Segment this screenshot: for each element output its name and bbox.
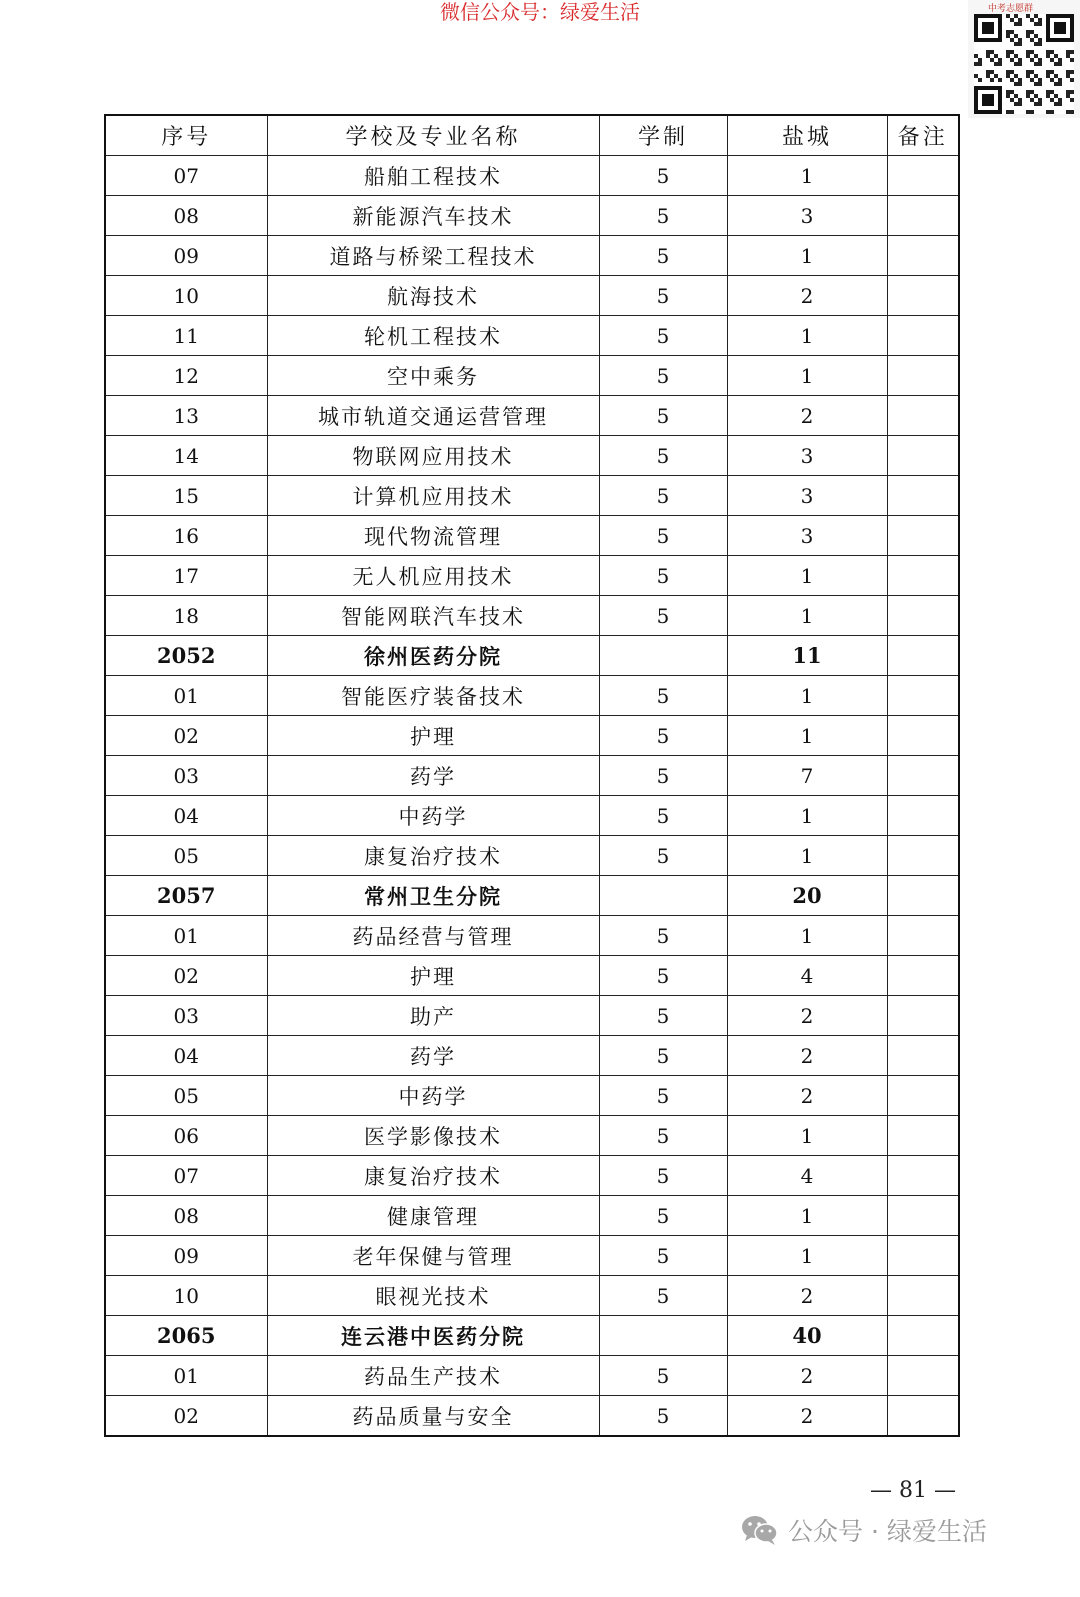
- cell-note: [887, 556, 959, 596]
- table-row: [105, 716, 959, 756]
- table-row: [105, 796, 959, 836]
- cell-count: 1: [727, 596, 887, 636]
- cell-name: 药学: [267, 756, 599, 796]
- cell-note: [887, 1196, 959, 1236]
- table-row: [105, 1036, 959, 1076]
- cell-count: 1: [727, 1116, 887, 1156]
- cell-years: 5: [599, 356, 727, 396]
- cell-note: [887, 876, 959, 916]
- cell-name: 康复治疗技术: [267, 836, 599, 876]
- cell-note: [887, 1276, 959, 1316]
- cell-note: [887, 836, 959, 876]
- cell-count: 2: [727, 1356, 887, 1396]
- cell-count: 3: [727, 436, 887, 476]
- cell-note: [887, 1116, 959, 1156]
- cell-count: 4: [727, 1156, 887, 1196]
- cell-years: 5: [599, 996, 727, 1036]
- cell-years: 5: [599, 436, 727, 476]
- cell-code: 02: [105, 716, 267, 756]
- cell-years: 5: [599, 196, 727, 236]
- table-row: [105, 1076, 959, 1116]
- header-code: 序号: [105, 115, 267, 156]
- cell-count: 1: [727, 1196, 887, 1236]
- page-number: — 81 —: [870, 1478, 956, 1503]
- table-row: [105, 1156, 959, 1196]
- cell-note: [887, 316, 959, 356]
- cell-code: 01: [105, 1356, 267, 1396]
- table-row: [105, 476, 959, 516]
- cell-note: [887, 1396, 959, 1437]
- cell-name: 中药学: [267, 796, 599, 836]
- cell-note: [887, 636, 959, 676]
- cell-note: [887, 756, 959, 796]
- table-header-row: [105, 115, 959, 156]
- cell-name: 船舶工程技术: [267, 156, 599, 196]
- cell-count: 1: [727, 236, 887, 276]
- cell-code: 09: [105, 236, 267, 276]
- cell-years: 5: [599, 1116, 727, 1156]
- cell-code: 09: [105, 1236, 267, 1276]
- qr-label: 中考志愿群: [988, 4, 1034, 14]
- cell-years: 5: [599, 396, 727, 436]
- table-row: [105, 316, 959, 356]
- cell-note: [887, 996, 959, 1036]
- cell-note: [887, 716, 959, 756]
- cell-code: 01: [105, 916, 267, 956]
- cell-name: 连云港中医药分院: [267, 1316, 599, 1356]
- table-row: [105, 276, 959, 316]
- cell-years: 5: [599, 836, 727, 876]
- cell-note: [887, 1236, 959, 1276]
- cell-years: [599, 1316, 727, 1356]
- cell-code: 16: [105, 516, 267, 556]
- cell-note: [887, 1156, 959, 1196]
- cell-note: [887, 916, 959, 956]
- cell-count: 40: [727, 1316, 887, 1356]
- cell-name: 道路与桥梁工程技术: [267, 236, 599, 276]
- table-row: [105, 156, 959, 196]
- cell-name: 药品生产技术: [267, 1356, 599, 1396]
- cell-code: 03: [105, 756, 267, 796]
- cell-count: 2: [727, 996, 887, 1036]
- cell-name: 无人机应用技术: [267, 556, 599, 596]
- table-row: [105, 1196, 959, 1236]
- cell-code: 2057: [105, 876, 267, 916]
- cell-count: 1: [727, 156, 887, 196]
- cell-note: [887, 276, 959, 316]
- cell-code: 02: [105, 1396, 267, 1437]
- qr-code-icon: [974, 14, 1074, 114]
- cell-count: 3: [727, 516, 887, 556]
- table-row: [105, 956, 959, 996]
- cell-years: 5: [599, 276, 727, 316]
- cell-name: 健康管理: [267, 1196, 599, 1236]
- cell-name: 医学影像技术: [267, 1116, 599, 1156]
- cell-name: 轮机工程技术: [267, 316, 599, 356]
- cell-count: 4: [727, 956, 887, 996]
- cell-count: 1: [727, 716, 887, 756]
- cell-years: 5: [599, 1196, 727, 1236]
- table-row-school: [105, 636, 959, 676]
- qr-code: [968, 0, 1080, 118]
- cell-name: 中药学: [267, 1076, 599, 1116]
- admission-table: [104, 114, 960, 1437]
- cell-name: 助产: [267, 996, 599, 1036]
- cell-years: 5: [599, 1396, 727, 1437]
- cell-name: 常州卫生分院: [267, 876, 599, 916]
- table-row: [105, 1396, 959, 1437]
- cell-count: 2: [727, 1396, 887, 1437]
- cell-years: 5: [599, 516, 727, 556]
- cell-count: 20: [727, 876, 887, 916]
- cell-note: [887, 156, 959, 196]
- cell-name: 城市轨道交通运营管理: [267, 396, 599, 436]
- table-row-school: [105, 1316, 959, 1356]
- cell-code: 04: [105, 796, 267, 836]
- cell-count: 1: [727, 676, 887, 716]
- table-row: [105, 516, 959, 556]
- table-row: [105, 1236, 959, 1276]
- cell-note: [887, 676, 959, 716]
- cell-code: 03: [105, 996, 267, 1036]
- cell-name: 新能源汽车技术: [267, 196, 599, 236]
- cell-code: 05: [105, 1076, 267, 1116]
- cell-note: [887, 356, 959, 396]
- cell-years: 5: [599, 756, 727, 796]
- cell-code: 14: [105, 436, 267, 476]
- cell-years: 5: [599, 1076, 727, 1116]
- cell-years: 5: [599, 1276, 727, 1316]
- cell-code: 13: [105, 396, 267, 436]
- header-yancheng: 盐城: [727, 115, 887, 156]
- cell-code: 08: [105, 1196, 267, 1236]
- header-note: 备注: [887, 115, 959, 156]
- cell-years: 5: [599, 916, 727, 956]
- cell-count: 1: [727, 356, 887, 396]
- table-row: [105, 356, 959, 396]
- table-row: [105, 836, 959, 876]
- cell-years: [599, 636, 727, 676]
- cell-code: 18: [105, 596, 267, 636]
- cell-code: 12: [105, 356, 267, 396]
- table-row: [105, 1276, 959, 1316]
- cell-count: 7: [727, 756, 887, 796]
- cell-name: 航海技术: [267, 276, 599, 316]
- table-row: [105, 556, 959, 596]
- cell-years: 5: [599, 156, 727, 196]
- cell-code: 07: [105, 1156, 267, 1196]
- table-row-school: [105, 876, 959, 916]
- header-years: 学制: [599, 115, 727, 156]
- cell-years: 5: [599, 1236, 727, 1276]
- cell-note: [887, 396, 959, 436]
- cell-code: 02: [105, 956, 267, 996]
- cell-name: 徐州医药分院: [267, 636, 599, 676]
- cell-count: 2: [727, 1276, 887, 1316]
- table-row: [105, 756, 959, 796]
- cell-years: 5: [599, 596, 727, 636]
- cell-name: 智能网联汽车技术: [267, 596, 599, 636]
- cell-name: 空中乘务: [267, 356, 599, 396]
- cell-years: 5: [599, 316, 727, 356]
- table-row: [105, 396, 959, 436]
- cell-count: 3: [727, 476, 887, 516]
- cell-name: 康复治疗技术: [267, 1156, 599, 1196]
- top-watermark: 微信公众号：绿爱生活: [440, 0, 640, 24]
- cell-years: 5: [599, 476, 727, 516]
- cell-code: 07: [105, 156, 267, 196]
- cell-years: 5: [599, 1036, 727, 1076]
- table-row: [105, 1356, 959, 1396]
- cell-name: 计算机应用技术: [267, 476, 599, 516]
- cell-years: 5: [599, 236, 727, 276]
- cell-name: 老年保健与管理: [267, 1236, 599, 1276]
- cell-note: [887, 476, 959, 516]
- cell-count: 1: [727, 916, 887, 956]
- cell-count: 1: [727, 796, 887, 836]
- cell-name: 现代物流管理: [267, 516, 599, 556]
- cell-years: 5: [599, 676, 727, 716]
- table-row: [105, 916, 959, 956]
- cell-count: 2: [727, 396, 887, 436]
- cell-count: 1: [727, 316, 887, 356]
- cell-count: 1: [727, 1236, 887, 1276]
- cell-note: [887, 796, 959, 836]
- cell-name: 物联网应用技术: [267, 436, 599, 476]
- table-row: [105, 1116, 959, 1156]
- footer-watermark: [740, 1510, 987, 1550]
- cell-count: 11: [727, 636, 887, 676]
- cell-years: 5: [599, 1356, 727, 1396]
- cell-code: 04: [105, 1036, 267, 1076]
- cell-count: 1: [727, 836, 887, 876]
- cell-count: 1: [727, 556, 887, 596]
- cell-years: 5: [599, 556, 727, 596]
- cell-note: [887, 1356, 959, 1396]
- table-row: [105, 676, 959, 716]
- cell-code: 2052: [105, 636, 267, 676]
- cell-name: 药品质量与安全: [267, 1396, 599, 1437]
- cell-code: 15: [105, 476, 267, 516]
- cell-years: 5: [599, 1156, 727, 1196]
- cell-name: 护理: [267, 716, 599, 756]
- cell-years: 5: [599, 716, 727, 756]
- cell-note: [887, 196, 959, 236]
- wechat-icon: [740, 1514, 780, 1546]
- cell-note: [887, 596, 959, 636]
- cell-years: 5: [599, 796, 727, 836]
- cell-count: 2: [727, 1036, 887, 1076]
- cell-name: 药学: [267, 1036, 599, 1076]
- table-row: [105, 236, 959, 276]
- cell-note: [887, 1316, 959, 1356]
- cell-name: 护理: [267, 956, 599, 996]
- cell-note: [887, 236, 959, 276]
- cell-code: 2065: [105, 1316, 267, 1356]
- footer-watermark-text: 公众号 · 绿爱生活: [788, 1517, 987, 1546]
- cell-code: 17: [105, 556, 267, 596]
- table-row: [105, 596, 959, 636]
- table-body: [105, 156, 959, 1437]
- table-row: [105, 436, 959, 476]
- cell-code: 11: [105, 316, 267, 356]
- cell-name: 药品经营与管理: [267, 916, 599, 956]
- cell-count: 2: [727, 276, 887, 316]
- cell-code: 06: [105, 1116, 267, 1156]
- cell-code: 05: [105, 836, 267, 876]
- cell-code: 08: [105, 196, 267, 236]
- table-row: [105, 196, 959, 236]
- cell-note: [887, 1036, 959, 1076]
- cell-note: [887, 436, 959, 476]
- cell-code: 10: [105, 276, 267, 316]
- cell-count: 3: [727, 196, 887, 236]
- cell-count: 2: [727, 1076, 887, 1116]
- cell-name: 智能医疗装备技术: [267, 676, 599, 716]
- cell-code: 10: [105, 1276, 267, 1316]
- cell-note: [887, 516, 959, 556]
- table-row: [105, 996, 959, 1036]
- header-name: 学校及专业名称: [267, 115, 599, 156]
- cell-years: [599, 876, 727, 916]
- cell-years: 5: [599, 956, 727, 996]
- cell-note: [887, 956, 959, 996]
- cell-note: [887, 1076, 959, 1116]
- cell-name: 眼视光技术: [267, 1276, 599, 1316]
- cell-code: 01: [105, 676, 267, 716]
